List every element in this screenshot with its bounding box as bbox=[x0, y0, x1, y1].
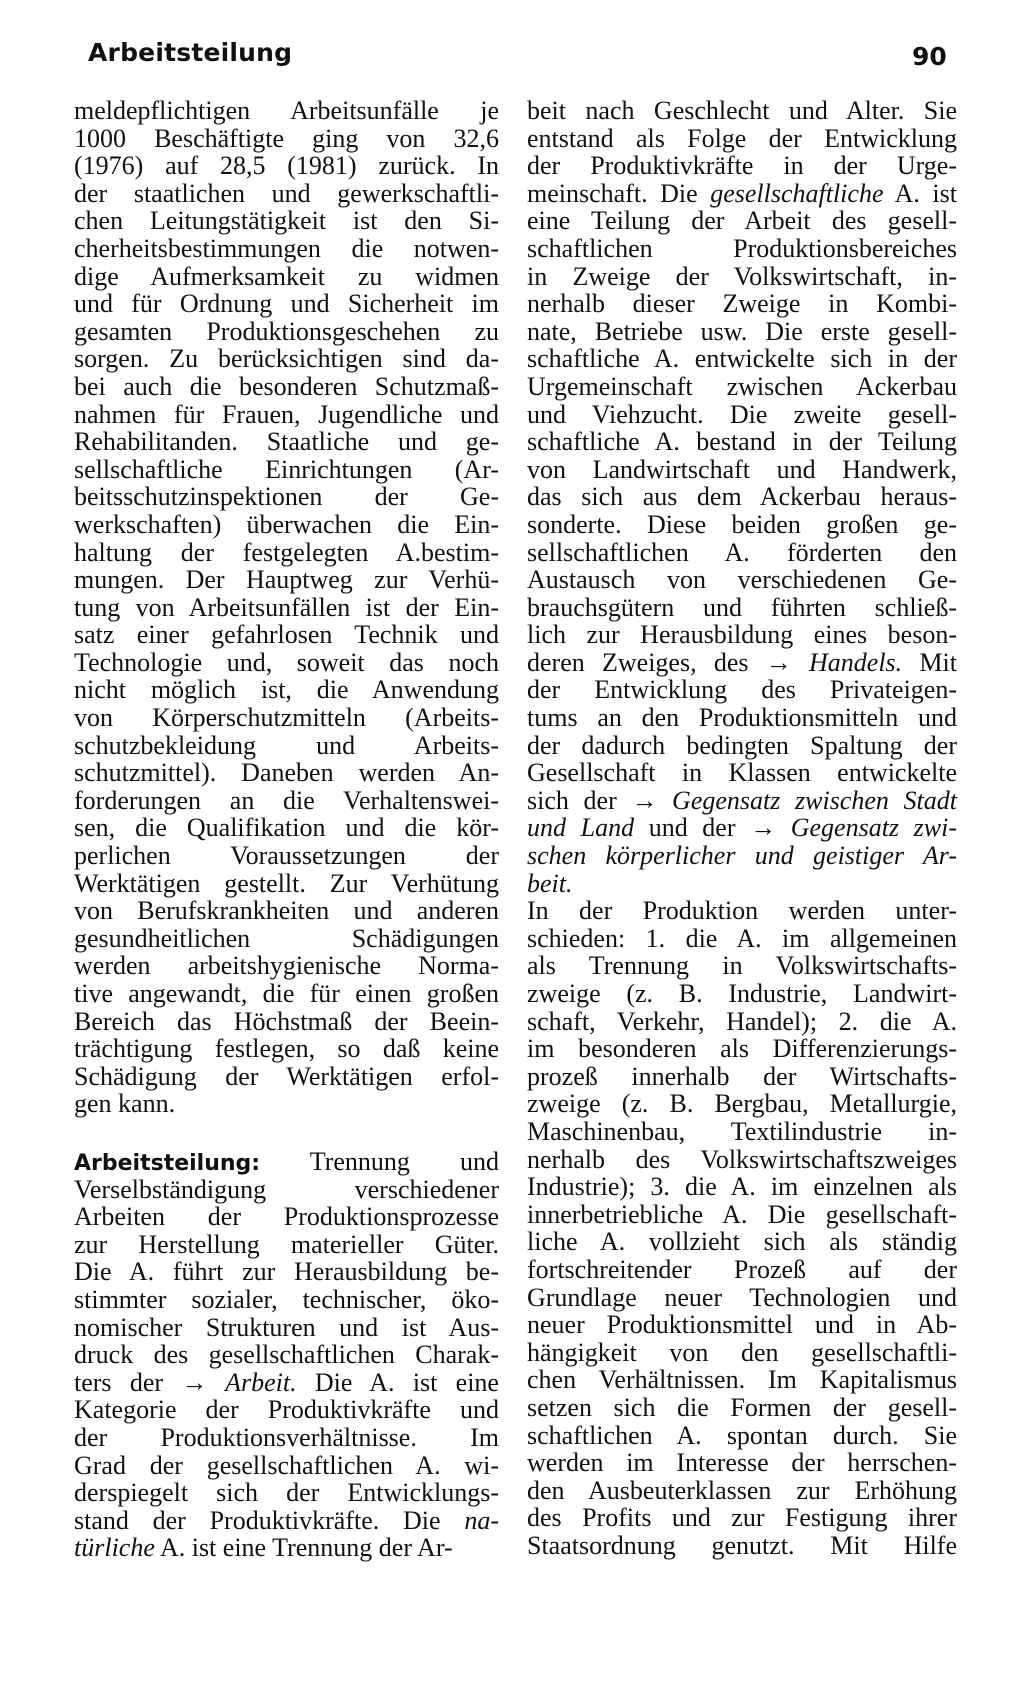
text-line: sellschaftliche Einrichtungen (Ar- bbox=[74, 454, 499, 484]
italic-term: na- bbox=[464, 1505, 499, 1535]
left-column bbox=[74, 97, 499, 1562]
text-line: Gesellschaft in Klassen entwickelte bbox=[527, 758, 957, 788]
text-line: werkschaften) überwachen die Ein- bbox=[74, 509, 499, 539]
text-line: nomischer Strukturen und ist Aus- bbox=[74, 1312, 499, 1342]
text-line: bei auch die besonderen Schutzmaß- bbox=[74, 371, 499, 401]
text-line: innerbetriebliche A. Die gesellschaft- bbox=[527, 1199, 957, 1229]
text-line: Bereich das Höchstmaß der Beein- bbox=[74, 1006, 499, 1036]
cross-reference-gegensatz-koerperlich-geistig-cont[interactable]: schen körperlicher und geistiger Ar- bbox=[527, 841, 957, 871]
text-line: Industrie); 3. die A. im einzelnen als bbox=[527, 1172, 957, 1202]
text-line bbox=[527, 814, 957, 842]
text-line: von Landwirtschaft und Handwerk, bbox=[527, 454, 957, 484]
text-line bbox=[74, 1534, 499, 1562]
text-line: schaftlichen Produktionsbereiches bbox=[527, 233, 957, 263]
text-line: Rehabilitanden. Staatliche und ge- bbox=[74, 427, 499, 457]
text-line: In der Produktion werden unter- bbox=[527, 896, 957, 926]
text-line: fortschreitender Prozeß auf der bbox=[527, 1254, 957, 1284]
text-line: nate, Betriebe usw. Die erste gesell- bbox=[527, 316, 957, 346]
text-segment: sich der bbox=[527, 785, 632, 815]
text-line: liche A. vollzieht sich als ständig bbox=[527, 1227, 957, 1257]
text-line: derspiegelt sich der Entwicklungs- bbox=[74, 1478, 499, 1508]
entry-first-line bbox=[74, 1148, 499, 1176]
text-line: Arbeiten der Produktionsprozesse bbox=[74, 1202, 499, 1232]
text-line: schaftliche A. entwickelte sich in der bbox=[527, 344, 957, 374]
text-line bbox=[74, 1369, 499, 1397]
text-line: forderungen an die Verhaltenswei- bbox=[74, 785, 499, 815]
text-line: den Ausbeuterklassen zur Erhöhung bbox=[527, 1475, 957, 1505]
text-line: tive angewandt, die für einen großen bbox=[74, 979, 499, 1008]
text-segment: Mit bbox=[902, 647, 957, 677]
text-line: nerhalb des Volkswirtschaftszweiges bbox=[527, 1144, 957, 1174]
text-line: der Entwicklung des Privateigen- bbox=[527, 675, 957, 705]
text-line: schaft, Verkehr, Handel); 2. die A. bbox=[527, 1006, 957, 1036]
text-line: der Produktionsverhältnisse. Im bbox=[74, 1422, 499, 1452]
text-line: hängigkeit von den gesellschaftli- bbox=[527, 1337, 957, 1367]
text-line bbox=[527, 649, 957, 677]
text-line: das sich aus dem Ackerbau heraus- bbox=[527, 482, 957, 512]
cross-reference-handels[interactable]: → Handels. bbox=[765, 647, 903, 677]
text-line: Staatsordnung genutzt. Mit Hilfe bbox=[527, 1530, 957, 1560]
text-line: nerhalb dieser Zweige in Kombi- bbox=[527, 289, 957, 319]
text-line: beitsschutzinspektionen der Ge- bbox=[74, 482, 499, 512]
right-column bbox=[527, 97, 957, 1559]
text-line: satz einer gefahrlosen Technik und bbox=[74, 620, 499, 650]
text-line: Verselbständigung verschiedener bbox=[74, 1174, 499, 1204]
text-line: der Produktivkräfte in der Urge- bbox=[527, 151, 957, 181]
text-line: gen kann. bbox=[74, 1089, 176, 1119]
text-line: schieden: 1. die A. im allgemeinen bbox=[527, 923, 957, 953]
text-line: sonderte. Diese beiden großen ge- bbox=[527, 509, 957, 539]
text-line: schaftlichen A. spontan durch. Sie bbox=[527, 1420, 957, 1450]
text-line: schutzbekleidung und Arbeits- bbox=[74, 730, 499, 760]
text-line: tums an den Produktionsmitteln und bbox=[527, 703, 957, 733]
text-line: Austausch von verschiedenen Ge- bbox=[527, 565, 957, 595]
text-line: Schädigung der Werktätigen erfol- bbox=[74, 1061, 499, 1091]
text-line: lich zur Herausbildung eines beson- bbox=[527, 620, 957, 650]
page-number: 90 bbox=[912, 42, 947, 71]
text-line: dige Aufmerksamkeit zu widmen bbox=[74, 261, 499, 291]
text-line bbox=[527, 180, 957, 208]
text-line: und für Ordnung und Sicherheit im bbox=[74, 289, 499, 319]
text-line: stimmter sozialer, technischer, öko- bbox=[74, 1284, 499, 1314]
text-line: sorgen. Zu berücksichtigen sind da- bbox=[74, 344, 499, 374]
text-line bbox=[74, 1507, 499, 1535]
text-line: (1976) auf 28,5 (1981) zurück. In bbox=[74, 151, 499, 181]
text-line: mungen. Der Hauptweg zur Verhü- bbox=[74, 565, 499, 595]
text-line: schaftliche A. bestand in der Teilung bbox=[527, 427, 957, 457]
text-segment: meinschaft. Die bbox=[527, 178, 711, 208]
text-line: setzen sich die Formen der gesell- bbox=[527, 1392, 957, 1422]
text-line: chen Verhältnissen. Im Kapitalismus bbox=[527, 1365, 957, 1395]
text-line: Grundlage neuer Technologien und bbox=[527, 1282, 957, 1312]
text-segment: ters der bbox=[74, 1367, 182, 1397]
text-line: von Körperschutzmitteln (Arbeits- bbox=[74, 703, 499, 733]
text-line: des Profits und zur Festigung ihrer bbox=[527, 1503, 957, 1533]
entry-keyword: Arbeitsteilung: bbox=[74, 1150, 261, 1176]
italic-term: gesellschaftliche bbox=[710, 178, 884, 208]
text-line: zur Herstellung materieller Güter. bbox=[74, 1229, 499, 1259]
text-line: im besonderen als Differenzierungs- bbox=[527, 1034, 957, 1064]
text-line: cherheitsbestimmungen die notwen- bbox=[74, 233, 499, 263]
text-line: 1000 Beschäftigte ging von 32,6 bbox=[74, 123, 499, 153]
entry-text: Trennung und bbox=[260, 1146, 499, 1176]
text-segment: deren Zweiges, des bbox=[527, 647, 766, 677]
text-line: zweige (z. B. Bergbau, Metallurgie, bbox=[527, 1089, 957, 1119]
text-line: prozeß innerhalb der Wirtschafts- bbox=[527, 1061, 957, 1091]
cross-reference-gegensatz-stadt-land-cont[interactable]: und Land bbox=[527, 813, 635, 843]
text-line: haltung der festgelegten A.bestim- bbox=[74, 537, 499, 567]
text-line: gesamten Produktionsgeschehen zu bbox=[74, 316, 499, 346]
cross-reference-gegensatz-koerperlich-geistig[interactable]: → Gegensatz zwi- bbox=[750, 813, 957, 843]
italic-term: türliche bbox=[74, 1533, 155, 1563]
text-line: Kategorie der Produktivkräfte und bbox=[74, 1395, 499, 1425]
text-line: entstand als Folge der Entwicklung bbox=[527, 123, 957, 153]
text-line: zweige (z. B. Industrie, Landwirt- bbox=[527, 979, 957, 1008]
text-segment: Die A. ist eine bbox=[296, 1367, 499, 1397]
text-segment: A. ist eine Trennung der Ar- bbox=[154, 1533, 453, 1563]
text-line: Werktätigen gestellt. Zur Verhütung bbox=[74, 868, 499, 898]
text-line: von Berufskrankheiten und anderen bbox=[74, 896, 499, 926]
text-segment: stand der Produktivkräfte. Die bbox=[74, 1505, 465, 1535]
text-line: neuer Produktionsmittel und in Ab- bbox=[527, 1310, 957, 1340]
text-line: und Viehzucht. Die zweite gesell- bbox=[527, 399, 957, 429]
text-line: eine Teilung der Arbeit des gesell- bbox=[527, 206, 957, 236]
text-line: nicht möglich ist, die Anwendung bbox=[74, 675, 499, 705]
text-line: trächtigung festlegen, so daß keine bbox=[74, 1034, 499, 1064]
cross-reference-gegensatz-koerperlich-geistig-end[interactable]: beit. bbox=[527, 868, 573, 898]
text-line: der staatlichen und gewerkschaftli- bbox=[74, 178, 499, 208]
text-line: chen Leitungstätigkeit ist den Si- bbox=[74, 206, 499, 236]
text-line: gesundheitlichen Schädigungen bbox=[74, 923, 499, 953]
text-line: brauchsgütern und führten schließ- bbox=[527, 592, 957, 622]
text-line: der dadurch bedingten Spaltung der bbox=[527, 730, 957, 760]
text-segment: A. ist bbox=[883, 178, 957, 208]
text-line: meldepflichtigen Arbeitsunfälle je bbox=[74, 96, 499, 125]
text-line: sen, die Qualifikation und die kör- bbox=[74, 813, 499, 843]
text-line: Maschinenbau, Textilindustrie in- bbox=[527, 1116, 957, 1146]
text-line: werden im Interesse der herrschen- bbox=[527, 1448, 957, 1478]
text-segment: und der bbox=[634, 813, 751, 843]
running-head: Arbeitsteilung bbox=[88, 38, 293, 67]
text-line: sellschaftlichen A. förderten den bbox=[527, 537, 957, 567]
cross-reference-gegensatz-stadt-land[interactable]: → Gegensatz zwischen Stadt bbox=[631, 785, 957, 815]
text-line: werden arbeitshygienische Norma- bbox=[74, 951, 499, 981]
text-line: schutzmittel). Daneben werden An- bbox=[74, 758, 499, 788]
text-line: Urgemeinschaft zwischen Ackerbau bbox=[527, 371, 957, 401]
text-line: nahmen für Frauen, Jugendliche und bbox=[74, 399, 499, 429]
text-line: Grad der gesellschaftlichen A. wi- bbox=[74, 1450, 499, 1480]
text-line bbox=[527, 787, 957, 815]
text-line: perlichen Voraussetzungen der bbox=[74, 841, 499, 871]
text-line: Die A. führt zur Herausbildung be- bbox=[74, 1257, 499, 1287]
cross-reference-arbeit[interactable]: → Arbeit. bbox=[181, 1367, 297, 1397]
text-line: druck des gesellschaftlichen Charak- bbox=[74, 1340, 499, 1370]
text-line: in Zweige der Volkswirtschaft, in- bbox=[527, 261, 957, 291]
text-line: als Trennung in Volkswirtschafts- bbox=[527, 951, 957, 981]
text-line: tung von Arbeitsunfällen ist der Ein- bbox=[74, 592, 499, 622]
text-line: beit nach Geschlecht und Alter. Sie bbox=[527, 96, 957, 125]
text-line: Technologie und, soweit das noch bbox=[74, 647, 499, 677]
